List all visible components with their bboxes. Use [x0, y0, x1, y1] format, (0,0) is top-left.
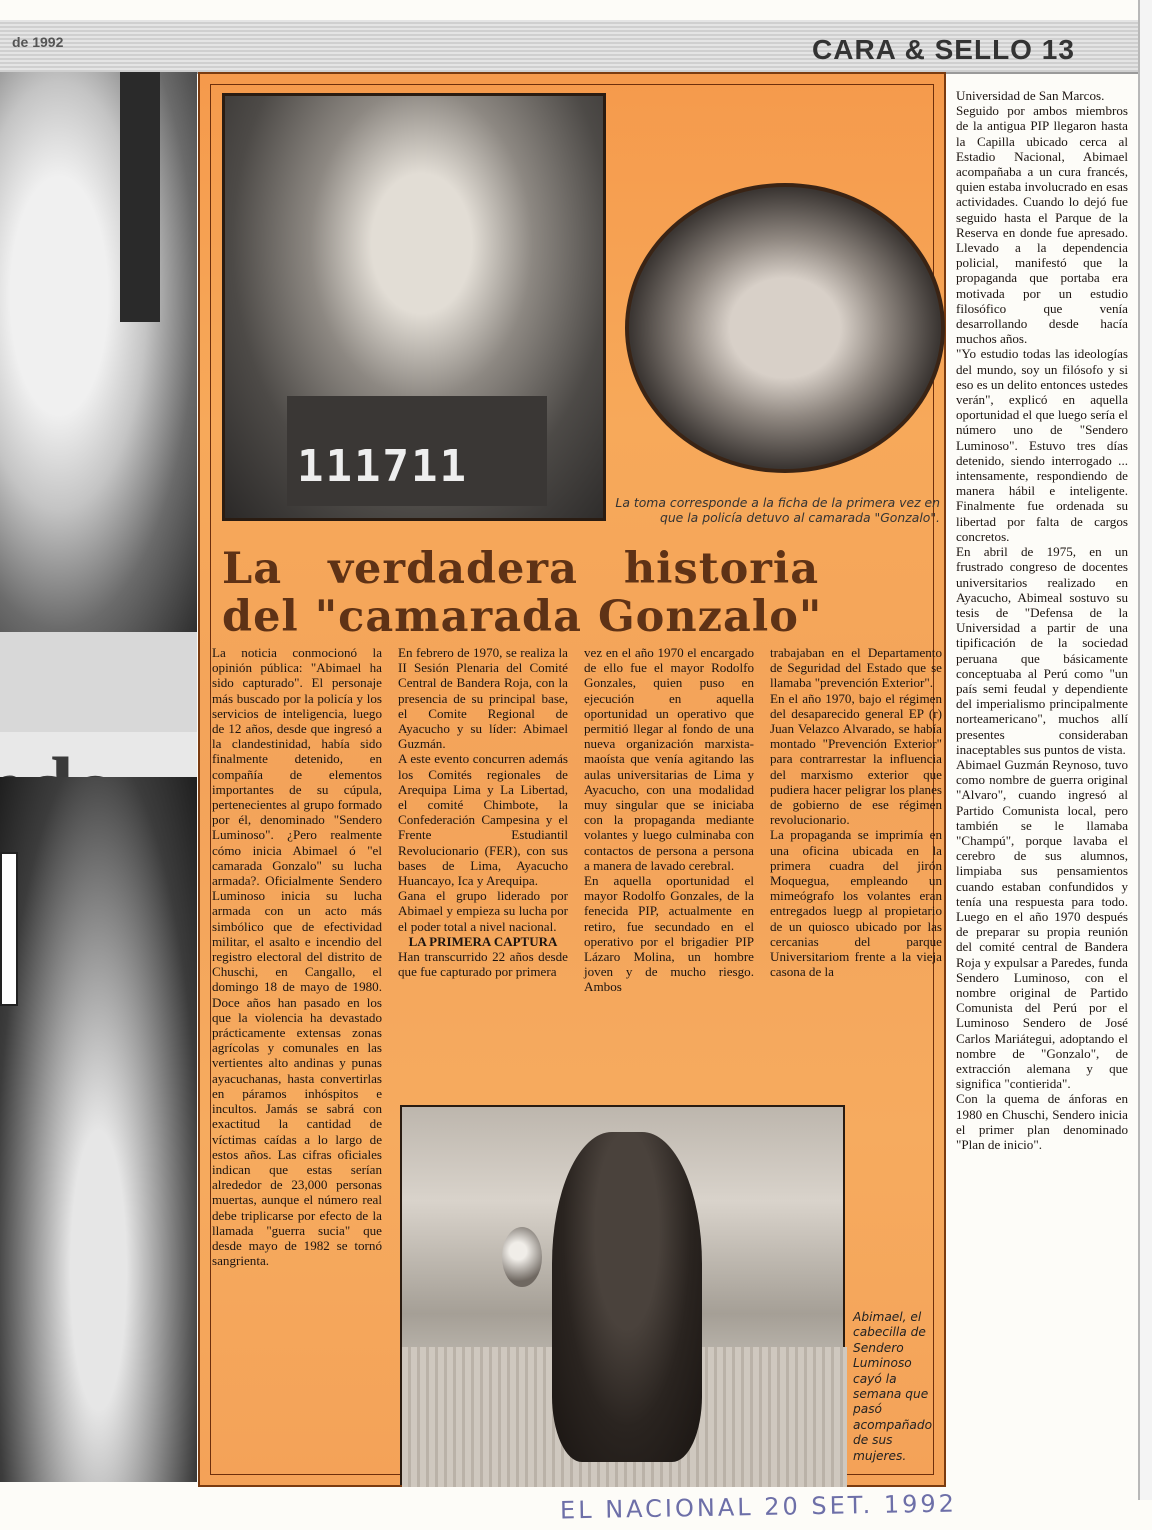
column-2-paragraph: A este evento concurren además los Comités regionales de Arequipa Lima y La Libertad, el comité Chimbote, la Confederación Campesina y el Frente Estudiantil Revolucionario (FER), con sus bases de Lima, Ayacucho Huancayo, Ica y Arequipa. [398, 751, 568, 889]
column-1-text: La noticia conmocionó la opinión pública: "Abimael ha sido capturado". El personaje más buscado por la policía y los servicios de inteligencia, luego de 12 años, desde que ingresó a la clandestinidad, había sido finalmente detenido, en compañía de elementos importantes de su cúpula, pertenecientes al grupo formado por él, denominado "Sendero Luminoso". ¿Pero realmente cómo inicia Abimael ó "el camarada Gonzalo" su lucha armada?. Oficialmente Sendero Luminoso inicia su lucha armada con un acto más simbólico que de efectividad militar, el asalto e incendio del registro electoral del distrito de Chuschi, en Cangallo, el domingo 18 de mayo de 1980. Doce años han pasado en los que la violencia ha devastado prácticamente extensas zonas agrícolas y comunales en las vertientes alto andinas y punas ayacuchanas, hasta convertirlas en páramos inhóspitos e incultos. Jamás se sabrá con exactitud la cantidad de víctimas caídas a lo largo de estos años. Las cifras oficiales indican que estas serían alrededor de 23,000 personas muertas, aunque el número real debe triplicarse por efecto de la llamada "guerra sucia" que desde mayo de 1982 se tornó sangrienta. [212, 645, 382, 1269]
column-4-paragraph: trabajaban en el Departamento de Seguridad del Estado que se llamaba "prevención Exterior". [770, 645, 942, 691]
column-3-paragraph: En aquella oportunidad el mayor Rodolfo Gonzales, de la fenecida PIP, actualmente en retiro, fue secundado en el operativo por el brigadier PIP Lázaro Molina, un hombre joven y de mucho riesgo. Ambos [584, 873, 754, 995]
round-portrait-photo [625, 183, 945, 473]
column-4-paragraph: En el año 1970, bajo el régimen del desaparecido general EP (r) Juan Velazco Alvarado, se había montado "Prevención Exterior" para contrarrestar la influencia del marxismo exterior que pudiera hacer peligrar los planes de gobierno de ese régimen revolucionario. [770, 690, 942, 828]
column-2-paragraph: En febrero de 1970, se realiza la II Sesión Plenaria del Comité Central de Bandera Roja, con la presencia de su principal base, el Comite Regional de Ayacucho y su líder: Abimael Guzmán. [398, 645, 568, 752]
column-5-paragraph: "Yo estudio todas las ideologías del mundo, soy un filósofo y si eso es un delito entonces ustedes verán", explicó en aquella oportunidad el que luego sería el número uno de "Sendero Luminoso". Estuvo tres días detenido, siendo interrogado ... intensamente, respondiendo de manera hábil e inteligente. Finalmente fue ordenada su libertad por falta de cargos concretos. [956, 346, 1128, 544]
seated-man-figure [552, 1132, 702, 1462]
article-column-3 [584, 645, 754, 995]
column-2-subhead: LA PRIMERA CAPTURA [408, 933, 558, 949]
headline-line-1: La verdadera historia [222, 544, 820, 594]
seated-man-photo [400, 1105, 845, 1485]
column-5-paragraph: Seguido por ambos miembros de la antigua PIP llegaron hasta la Capilla ubicado cerca al Estadio Nacional, Abimael acompañaba a un cura francés, quien estaba involucrado en esas actividades. Cuando lo dejó fue seguido hasta el Parque de la Reserva en donde fue apresado. Llevado a la dependencia policial, manifestó que la propaganda que portaba era motivada por un estudio filosófico que venía desarrollando desde hacía muchos años. [956, 103, 1128, 347]
adjacent-photo-top [0, 72, 197, 632]
adjacent-page-strip [0, 72, 197, 1482]
article-column-2 [398, 645, 568, 979]
column-5-paragraph: Universidad de San Marcos. [956, 88, 1105, 103]
adjacent-photo-bottom [0, 777, 197, 1482]
mugshot-plate-number: 111711 [297, 441, 468, 492]
handwritten-source-note: EL NACIONAL 20 SET. 1992 [559, 1489, 958, 1525]
article-headline [222, 545, 952, 641]
seated-photo-caption: Abimael, el cabecilla de Sendero Luminoso cayó la semana que pasó acompañado de sus mujeres. [853, 1310, 933, 1463]
article-column-5 [956, 88, 1128, 1152]
column-4-paragraph: La propaganda se imprimía en una oficina ubicada en la primera cuadra del jirón Moquegua, empleando un mimeógrafo los volantes eran entregados luegp al propietario de un quiosco ubicado por las cercanias del parque Universitariom frente a la vieja casona de la [770, 827, 942, 980]
section-name: CARA & SELLO [812, 34, 1033, 65]
date-fragment: de 1992 [12, 34, 64, 50]
page-number: 13 [1041, 34, 1075, 65]
article-column-4 [770, 645, 942, 979]
column-5-paragraph: Con la quema de ánforas en 1980 en Chuschi, Sendero inicia el primer plan denominado "Plan de inicio". [956, 1091, 1128, 1153]
page-edge [1138, 0, 1152, 1500]
column-2-paragraph: Gana el grupo liderado por Abimael y empieza su lucha por el poder total a nivel nacional. [398, 888, 568, 934]
headline-line-2: del "camarada Gonzalo" [222, 592, 823, 642]
article-column-1 [212, 645, 382, 1268]
adjacent-white-box [0, 852, 18, 1006]
column-5-paragraph: En abril de 1975, en un frustrado congreso de docentes universitarios realizado en Ayacucho, Abimeal sostuvo su tesis de "Defensa de la Universidad a partir de una tipificación de la sociedad peruana que básicamente conceptuaba al Perú como "un país semi feudal y dependiente del imperialismo principalmente norteamericano", muchos allí presentes consideraban inaceptables sus puntos de vista. [956, 544, 1128, 757]
section-title [812, 34, 1075, 66]
column-3-paragraph: vez en el año 1970 el encargado de ello fue el mayor Rodolfo Gonzales, quien puso en ejecución en aquella oportunidad un operativo que permitió llegar al fondo de una nueva organización marxista-maoísta que venía agitando las aulas universitarias de Lima y Ayacucho, con una modalidad muy singular que se iniciaba con la propaganda mediante volantes y luego culminaba con contactos de persona a persona a manera de lavado cerebral. [584, 645, 754, 873]
mugshot-photo [222, 93, 606, 521]
column-5-paragraph: Abimael Guzmán Reynoso, tuvo como nombre de guerra original "Alvaro", cuando ingresó al Partido Comunista local, pero también se le llamaba "Champú", porque lavaba el cerebro de sus alumnos, limpiaba sus pensamientos cuando estaban confundidos y tenía una respuesta para todo. Luego en el año 1970 después de preparar su propia reunión del comité central de Bandera Roja y expulsar a Paredes, funda Sendero Luminoso, con el nombre original de Partido Comunista del Perú por el Luminoso Sendero de José Carlos Mariátegui, adoptando el nombre de "Gonzalo", de extracción alemana y que significa "contierida". [956, 756, 1128, 1092]
column-2-paragraph: Han transcurrido 22 años desde que fue capturado por primera [398, 949, 568, 980]
mugshot-caption: La toma corresponde a la ficha de la primera vez en que la policía detuvo al camarada "Gonzalo". [615, 495, 940, 525]
lamp-figure [502, 1227, 542, 1287]
